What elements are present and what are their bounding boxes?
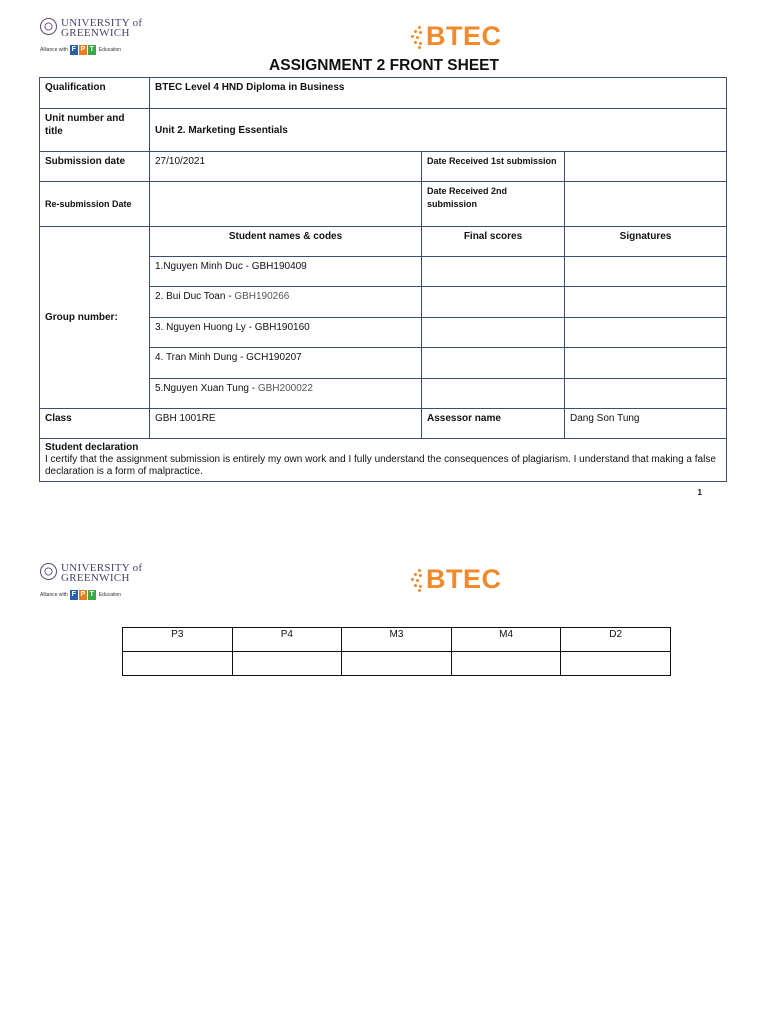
student-signature [565, 379, 727, 409]
column-header-signatures: Signatures [565, 227, 727, 257]
alliance-prefix: Alliance with [40, 592, 68, 598]
grade-header-m3: M3 [342, 628, 452, 652]
date-received-1-label: Date Received 1st submission [422, 152, 565, 182]
btec-logo [410, 23, 502, 50]
unit-label: Unit number and title [40, 109, 150, 152]
university-name-line1: UNIVERSITY of [61, 17, 143, 29]
unit-row [40, 109, 727, 152]
fpt-letter-f: F [71, 46, 76, 53]
fpt-letter-t: T [89, 46, 94, 53]
class-row [40, 409, 727, 439]
university-seal-icon [40, 563, 57, 580]
assessor-label: Assessor name [422, 409, 565, 439]
submission-date-value: 27/10/2021 [150, 152, 422, 182]
submission-date-label: Submission date [40, 152, 150, 182]
student-name: 3. Nguyen Huong Ly - GBH190160 [150, 318, 422, 348]
student-signature [565, 287, 727, 318]
fpt-logo-icon [70, 590, 97, 600]
resubmission-value [150, 182, 422, 227]
column-header-names: Student names & codes [150, 227, 422, 257]
page-number: 1 [697, 488, 702, 497]
grade-value-m3 [342, 652, 452, 676]
btec-wordmark: BTEC [426, 21, 502, 51]
university-name-line1: UNIVERSITY of [61, 562, 143, 574]
university-logo [40, 561, 150, 605]
btec-dots-icon [410, 26, 424, 48]
unit-value: Unit 2. Marketing Essentials [150, 109, 727, 152]
class-value: GBH 1001RE [150, 409, 422, 439]
btec-dots-icon [410, 569, 424, 591]
student-signature [565, 318, 727, 348]
student-declaration [40, 439, 727, 482]
front-sheet-table [39, 77, 727, 482]
btec-logo [410, 566, 502, 593]
alliance-suffix: Education [98, 47, 122, 53]
page-title: ASSIGNMENT 2 FRONT SHEET [269, 57, 499, 74]
group-number-label: Group number: [40, 227, 150, 409]
resubmission-row [40, 182, 727, 227]
university-name-line2: GREENWICH [61, 27, 130, 39]
students-header-row [40, 227, 727, 257]
fpt-letter-t: T [89, 591, 94, 598]
grading-criteria-table [122, 627, 671, 676]
fpt-alliance [40, 589, 121, 601]
student-name: 5.Nguyen Xuan Tung - GBH200022 [150, 379, 422, 409]
grade-value-p3 [123, 652, 233, 676]
university-seal-icon [40, 18, 57, 35]
alliance-prefix: Alliance with [40, 47, 68, 53]
fpt-logo-icon [70, 45, 97, 55]
btec-wordmark: BTEC [426, 564, 502, 594]
assessor-value: Dang Son Tung [565, 409, 727, 439]
grade-header-p3: P3 [123, 628, 233, 652]
student-score [422, 348, 565, 379]
student-score [422, 318, 565, 348]
grades-header-row [123, 628, 671, 652]
date-received-1-value [565, 152, 727, 182]
student-signature [565, 257, 727, 287]
grades-value-row [123, 652, 671, 676]
qualification-row [40, 78, 727, 109]
alliance-suffix: Education [98, 592, 122, 598]
date-received-2-value [565, 182, 727, 227]
student-signature [565, 348, 727, 379]
grade-value-m4 [451, 652, 561, 676]
grade-header-m4: M4 [451, 628, 561, 652]
fpt-alliance [40, 44, 121, 56]
student-name: 2. Bui Duc Toan - GBH190266 [150, 287, 422, 318]
student-score [422, 379, 565, 409]
student-name: 4. Tran Minh Dung - GCH190207 [150, 348, 422, 379]
date-received-2-label: Date Received 2nd submission [422, 182, 565, 227]
declaration-label: Student declaration [45, 442, 139, 453]
resubmission-label: Re-submission Date [40, 182, 150, 227]
qualification-value: BTEC Level 4 HND Diploma in Business [150, 78, 727, 109]
fpt-letter-f: F [71, 591, 76, 598]
grade-header-d2: D2 [561, 628, 671, 652]
fpt-letter-p: P [80, 46, 86, 53]
submission-row [40, 152, 727, 182]
university-name-line2: GREENWICH [61, 572, 130, 584]
grade-value-p4 [232, 652, 342, 676]
column-header-scores: Final scores [422, 227, 565, 257]
grade-header-p4: P4 [232, 628, 342, 652]
student-score [422, 257, 565, 287]
grade-value-d2 [561, 652, 671, 676]
qualification-label: Qualification [40, 78, 150, 109]
fpt-letter-p: P [80, 591, 86, 598]
university-logo [40, 16, 150, 60]
student-score [422, 287, 565, 318]
declaration-text: I certify that the assignment submission is entirely my own work and I fully understand the consequences of plagiarism. I understand that making a false declaration is a form of malpractice. [45, 454, 716, 477]
declaration-row [40, 439, 727, 482]
student-name: 1.Nguyen Minh Duc - GBH190409 [150, 257, 422, 287]
class-label: Class [40, 409, 150, 439]
